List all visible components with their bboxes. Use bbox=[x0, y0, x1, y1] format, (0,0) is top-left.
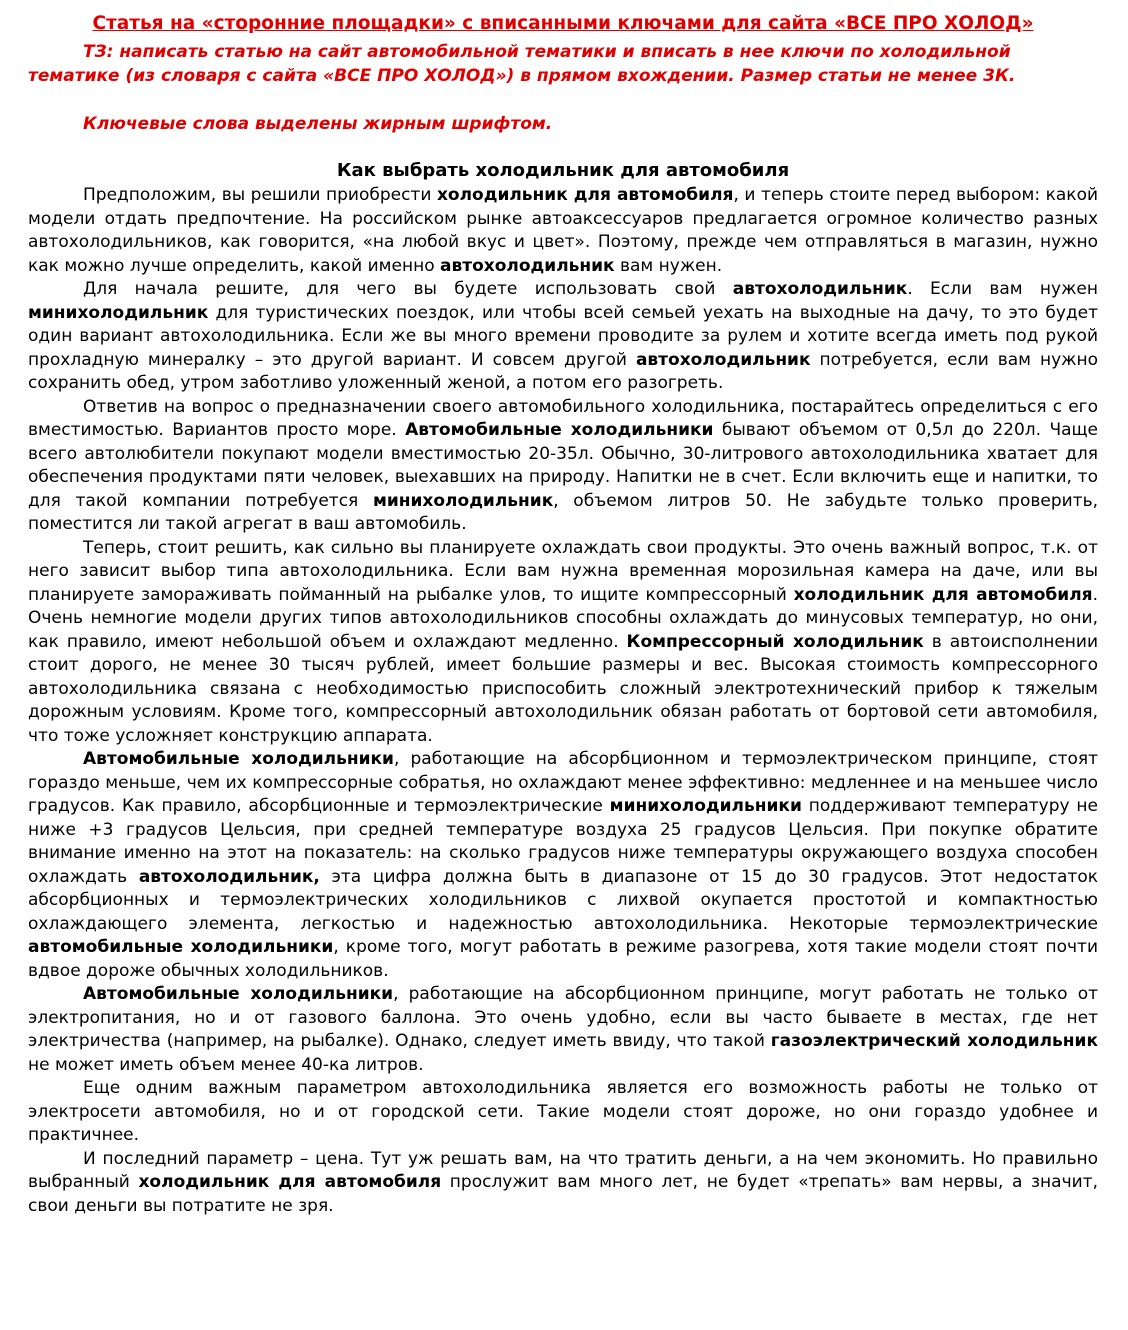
body-text: бывают объемом от 0,5л до 220л. Чаще всего автолюбители покупают модели вместимостью 20-35л. Обычно, 30-литрового автохолодильника хватает для обеспечения продуктами пяти человек, выехавших на природу. Напитки не в счет. Если включить еще и напитки, то для такой компании потребуется bbox=[28, 420, 1098, 511]
body-text: для туристических поездок, или чтобы всей семьей уехать на выходные на дачу, то это будет один вариант автохолодильника. Если же вы много времени проводите за рулем и хотите всегда иметь под рукой прохладную минералку – это другой вариант. И совсем другой bbox=[28, 302, 1098, 370]
paragraph bbox=[28, 1077, 1098, 1148]
document-title: Статья на «сторонние площадки» с вписанными ключами для сайта «ВСЕ ПРО ХОЛОД» bbox=[92, 13, 1034, 34]
body-text: , работающие на абсорбционном и термоэлектрическом принципе, стоят гораздо меньше, чем их компрессорные собратья, но охлаждают менее эффективно: медленнее и на меньшее число градусов. Как правило, абсорбционные и термоэлектрические bbox=[28, 749, 1099, 816]
body-text: потребуется, если вам нужно сохранить обед, утром заботливо уложенный женой, а потом его разогреть. bbox=[28, 349, 1098, 393]
keyword-bold: минихолодильник bbox=[28, 302, 209, 323]
keyword-bold: холодильник для автомобиля bbox=[138, 1172, 442, 1192]
paragraph bbox=[28, 184, 1098, 278]
body-text: . Очень немногие модели других типов автохолодильников способны охлаждать до минусовых температур, но они, как правило, имеют небольшой объем и охлаждают медленно. bbox=[28, 584, 1098, 652]
keyword-bold: автомобильные холодильники bbox=[28, 937, 334, 957]
keyword-bold: автохолодильник, bbox=[138, 866, 320, 887]
body-text: , работающие на абсорбционном принципе, могут работать не только от электропитания, но и от газового баллона. Это очень удобно, если вы часто бываете в местах, где нет электричества (например, на рыбалке). Однако, следует иметь ввиду, что такой bbox=[28, 984, 1098, 1051]
keyword-bold: газоэлектрический холодильник bbox=[770, 1031, 1099, 1051]
body-text: вам нужен. bbox=[614, 255, 723, 276]
keyword-bold: автохолодильник bbox=[732, 279, 908, 299]
keyword-bold: Автомобильные холодильники bbox=[83, 984, 394, 1004]
body-text: Для начала решите, для чего вы будете использовать свой bbox=[83, 279, 733, 299]
paragraph bbox=[28, 537, 1098, 749]
body-text: Еще одним важным параметром автохолодильника является его возможность работы не только от электросети автомобиля, но и от городской сети. Такие модели стоят дороже, но они гораздо удобнее и практичнее. bbox=[28, 1078, 1098, 1145]
body-text: не может иметь объем менее 40-ка литров. bbox=[28, 1054, 424, 1075]
brief-text: ТЗ: написать статью на сайт автомобильной тематики и вписать в нее ключи по холодильной тематике (из словаря с сайта «ВСЕ ПРО ХОЛОД») в прямом вхождении. Размер статьи не менее 3К. bbox=[28, 42, 1016, 86]
body-text: , кроме того, могут работать в режиме разогрева, хотя такие модели стоят почти вдвое дороже обычных холодильников. bbox=[28, 937, 1099, 981]
body-text: . Если вам нужен bbox=[907, 279, 1098, 299]
body-text: Ответив на вопрос о предназначении своего автомобильного холодильника, постарайтесь определиться с его вместимостью. Вариантов просто море. bbox=[28, 396, 1098, 440]
keyword-bold: минихолодильник bbox=[372, 490, 554, 511]
paragraph bbox=[28, 396, 1098, 537]
keywords-note: Ключевые слова выделены жирным шрифтом. bbox=[83, 114, 553, 134]
paragraph bbox=[28, 748, 1098, 983]
body-text: эта цифра должна быть в диапазоне от 15 до 30 градусов. Этот недостаток абсорбционных и термоэлектрических холодильников с лихвой окупается простотой и компактностью охлаждающего элемента, легкостью и надежностью автохолодильника. Некоторые термоэлектрические bbox=[28, 866, 1098, 934]
body-text: И последний параметр – цена. Тут уж решать вам, на что тратить деньги, а на чем экономить. Но правильно выбранный bbox=[28, 1148, 1098, 1192]
body-text: поддерживают температуру не ниже +3 градусов Цельсия, при средней температуре воздуха 25 градусов Цельсия. При покупке обратите внимание именно на этот на показатель: на сколько градусов ниже температуры окружающего воздуха способен охлаждать bbox=[28, 796, 1098, 887]
paragraph bbox=[28, 983, 1098, 1077]
article-title: Как выбрать холодильник для автомобиля bbox=[336, 160, 790, 181]
keyword-bold: холодильник для автомобиля bbox=[793, 584, 1093, 605]
body-text: прослужит вам много лет, не будет «трепать» вам нервы, а значит, свои деньги вы потратите не зря. bbox=[28, 1172, 1098, 1216]
body-text: , и теперь стоите перед выбором: какой модели отдать предпочтение. На российском рынке автоаксессуаров предлагается огромное количество разных автохолодильников, как говорится, «на любой вкус и цвет». Поэтому, прежде чем отправляться в магазин, нужно как можно лучше определить, какой именно bbox=[28, 185, 1099, 276]
keyword-bold: Автомобильные холодильники bbox=[405, 420, 714, 440]
body-text: Предположим, вы решили приобрести bbox=[83, 185, 437, 205]
body-text: , объемом литров 50. Не забудьте только проверить, поместится ли такой агрегат в ваш автомобиль. bbox=[28, 490, 1098, 534]
paragraph bbox=[28, 278, 1098, 396]
keyword-bold: Автомобильные холодильники bbox=[83, 749, 394, 769]
keyword-bold: автохолодильник bbox=[440, 255, 615, 276]
keyword-bold: Компрессорный холодильник bbox=[626, 631, 924, 652]
body-text: Теперь, стоит решить, как сильно вы планируете охлаждать свои продукты. Это очень важный вопрос, т.к. от него зависит выбор типа автохолодильника. Если вам нужна временная морозильная камера на даче, или вы планируете замораживать пойманный на рыбалке улов, то ищите компрессорный bbox=[28, 537, 1098, 605]
keyword-bold: автохолодильник bbox=[635, 349, 811, 370]
keyword-bold: холодильник для автомобиля bbox=[436, 185, 734, 205]
body-text: в автоисполнении стоит дорого, не менее 30 тысяч рублей, имеет большие размеры и вес. Высокая стоимость компрессорного автохолодильника связана с необходимостью приспособить сложный электротехнический прибор к тяжелым дорожным условиям. Кроме того, компрессорный автохолодильник обязан работать от бортовой сети автомобиля, что тоже усложняет конструкцию аппарата. bbox=[28, 631, 1098, 746]
paragraph bbox=[28, 1148, 1098, 1219]
keyword-bold: минихолодильники bbox=[609, 796, 802, 816]
article-body bbox=[28, 184, 1098, 1218]
